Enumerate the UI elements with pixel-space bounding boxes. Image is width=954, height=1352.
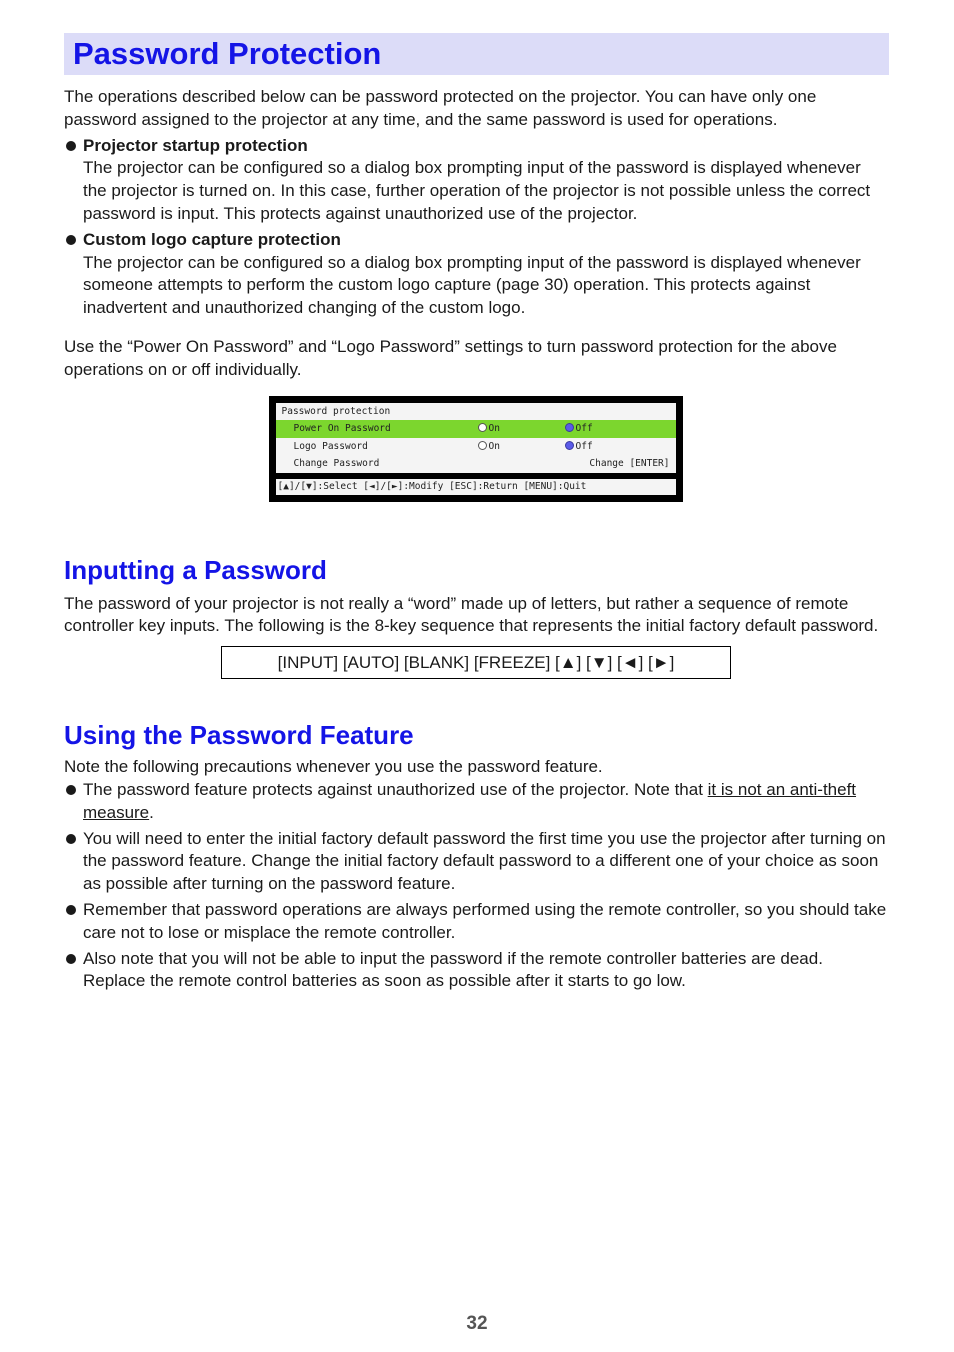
list-item <box>64 828 889 896</box>
title-bar <box>64 33 889 75</box>
osd-option-off-label: Off <box>575 423 593 435</box>
osd-header-row <box>276 403 676 421</box>
intro-paragraph: The operations described below can be password protected on the projector. You can have only one password assigned to the projector at any time, and the same password is used for operations. <box>64 87 817 129</box>
feature-text: The projector can be configured so a dialog box prompting input of the password is displayed whenever someone attempts to perform the custom logo capture (page 30) operation. This protects against inadvertent and unauthorized changing of the custom logo. <box>83 252 861 318</box>
precaution-list <box>64 779 889 993</box>
bullet-icon <box>66 141 76 151</box>
bullet-icon <box>66 954 76 964</box>
bullet-icon <box>66 905 76 915</box>
using-intro: Note the following precautions whenever you use the password feature. <box>64 757 603 777</box>
osd-option-off-label: Off <box>575 440 593 452</box>
anti-theft-note: it is not an anti-theft measure <box>83 779 857 822</box>
osd-panel <box>276 403 676 473</box>
section-heading-using: Using the Password Feature <box>64 720 414 751</box>
feature-text: The projector can be configured so a dialog box prompting input of the password is displayed whenever the projector is turned on. In this case, further operation of the projector is not possible unless the correct password is input. This protects against unauthorized use of the projector. <box>83 158 871 223</box>
osd-footer: [▲]/[▼]:Select [◄]/[►]:Modify [ESC]:Return [MENU]:Quit <box>276 479 676 495</box>
list-item <box>64 229 889 320</box>
osd-row-logo-password <box>276 438 676 456</box>
osd-option-off <box>565 420 593 438</box>
page-content <box>64 33 889 996</box>
list-item <box>64 948 889 994</box>
section-heading-inputting: Inputting a Password <box>64 554 327 585</box>
radio-off-icon <box>478 423 487 432</box>
feature-heading: Projector startup protection <box>83 135 308 155</box>
osd-option-on <box>478 420 500 438</box>
osd-option-on-label: On <box>488 440 500 452</box>
precaution-text: You will need to enter the initial factory default password the first time you use the projector after turning on the password feature. Change the initial factory default password to a different one of your choice as soon as possible after turning on the password feature. <box>83 828 886 894</box>
osd-menu-screenshot <box>269 396 683 502</box>
settings-paragraph: Use the “Power On Password” and “Logo Password” settings to turn password protection for the above operations on or off individually. <box>64 336 837 379</box>
precaution-text: The password feature protects against unauthorized use of the projector. Note that <box>83 779 708 799</box>
osd-option-on-label: On <box>488 423 500 435</box>
list-item <box>64 899 889 945</box>
radio-selected-icon <box>565 441 574 450</box>
bullet-icon <box>66 235 76 245</box>
osd-row-label: Change Password <box>293 458 380 470</box>
precaution-text: Also note that you will not be able to input the password if the remote controller batteries are dead. Replace the remote control batteries as soon as possible after it starts to go low. <box>83 948 823 991</box>
list-item <box>64 135 889 226</box>
radio-selected-icon <box>565 423 574 432</box>
page-number: 32 <box>466 1313 488 1334</box>
osd-option-on <box>478 438 500 456</box>
default-password-sequence: [INPUT] [AUTO] [BLANK] [FREEZE] [▲] [▼] [◄] [►] <box>221 646 731 679</box>
bullet-icon <box>66 834 76 844</box>
precaution-text: Remember that password operations are always performed using the remote controller, so you should take care not to lose or misplace the remote controller. <box>83 899 887 942</box>
radio-off-icon <box>478 441 487 450</box>
osd-row-power-on-password <box>276 420 676 438</box>
list-item <box>64 779 889 825</box>
inputting-paragraph: The password of your projector is not really a “word” made up of letters, but rather a sequence of remote controller key inputs. The following is the 8-key sequence that represents the initial factory default password. <box>64 593 879 636</box>
feature-list <box>64 135 889 320</box>
osd-header: Password protection <box>281 405 391 417</box>
osd-row-label: Power On Password <box>293 423 391 435</box>
osd-option-off <box>565 438 593 456</box>
osd-row-change-password <box>276 455 676 473</box>
precaution-text-end: . <box>149 802 154 822</box>
bullet-icon <box>66 785 76 795</box>
page-title: Password Protection <box>73 36 382 71</box>
osd-row-label: Logo Password <box>293 440 368 452</box>
osd-row-action: Change [ENTER] <box>589 458 670 470</box>
feature-heading: Custom logo capture protection <box>83 229 341 249</box>
